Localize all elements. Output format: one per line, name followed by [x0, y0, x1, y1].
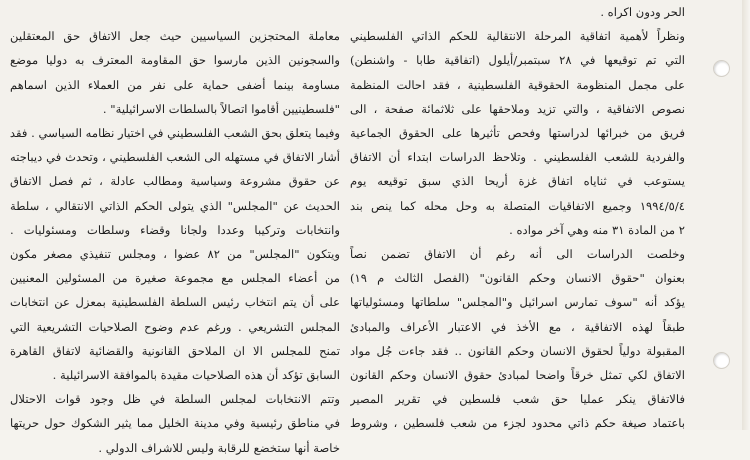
text-line: الحر ودون اكراه .	[600, 5, 685, 19]
text-line: نصوص الاتفاقية ، والتي تزيد وملاحقها على ثلاثمائة صفحة ، الى	[350, 101, 685, 116]
text-line: الاتفاق لكي تمثل خرقاً واضحا لمبادئ حقوق الانسان وحكم القانون	[350, 368, 685, 383]
text-line: يستوعب في ثناياه اتفاق غزة أريحا الذي سبق توقيعه يوم	[350, 174, 685, 189]
text-line: بعنوان "حقوق الانسان وحكم القانون" (الفصل الثالث م ١٩)	[350, 271, 685, 286]
text-line: المقبولة دولياً لحقوق الانسان وحكم القانون .. فقد جاءت جُل مواد	[350, 343, 685, 358]
binder-hole-bottom	[713, 352, 730, 369]
text-line: "فلسطينيين أقاموا اتصالاً بالسلطات الاسرائيلية" .	[102, 101, 340, 116]
text-line: عن حقوق مشروعة وسياسية ومطالب عادلة ، ثم فصل الاتفاق	[10, 174, 340, 189]
text-line: السابق تؤكد أن هذه الصلاحيات مقيدة بالموافقة الاسرائيلية .	[52, 368, 340, 383]
text-line: على مجمل المنظومة الحقوقية الفلسطينية ، فقد احالت المنظمة	[350, 77, 685, 92]
text-line: أشار الاتفاق في مستهله الى الشعب الفلسطيني ، وتحدث في ديباجته	[10, 150, 340, 165]
text-line: خاصة أنها ستخضع للرقابة وليس للاشراف الدولي .	[98, 440, 340, 455]
left-text-column	[10, 0, 340, 460]
text-line: تمنح للمجلس الا ان الملاحق القانونية والقضائية لاتفاق القاهرة	[10, 343, 340, 358]
text-line: والفردية للشعب الفلسطيني . وتلاحظ الدراسات ابتداء أن الاتفاق	[350, 150, 685, 165]
text-line: في مناطق رئيسية وفي مدينة الخليل مما يثير الشكوك حول حريتها	[10, 416, 340, 431]
scan-edge-shadow	[742, 0, 750, 430]
text-line: الحديث عن "المجلس" الذي يتولى الحكم الذاتي الانتقالي ، سلطة	[10, 198, 340, 213]
text-line: مساومة بينما أضفى حماية على نفر من العملاء الذين اسماهم	[10, 77, 340, 92]
text-line: ونظراً لأهمية اتفاقية المرحلة الانتقالية للحكم الذاتي الفلسطيني	[350, 29, 685, 44]
text-line: من أعضاء المجلس مع مجموعة صغيرة من المسئولين المعنيين	[10, 271, 340, 286]
text-line: وخلصت الدراسات الى أنه رغم أن الاتفاق تضمن نصاً	[350, 247, 685, 262]
text-line	[10, 0, 340, 24]
text-line: والسجونين الذين مارسوا حق المقاومة المعترف به دوليا موضع	[10, 53, 340, 68]
text-line: ٢ من المادة ٣١ منه وهي آخر مواده .	[509, 222, 685, 237]
text-line: طبقاً لهذه الاتفاقية ، مع الأخذ في الاعتبار الأعراف والمبادئ	[350, 319, 685, 334]
text-line: ويتكون "المجلس" من ٨٢ عضوا ، ومجلس تنفيذي مصغر مكون	[10, 247, 340, 262]
text-line: وتتم الانتخابات لمجلس السلطة في ظل وجود قوات الاحتلال	[10, 392, 340, 407]
text-line: المجلس التشريعي . ورغم عدم وضوح الصلاحيات التشريعية التي	[10, 319, 340, 334]
text-line: باعتماد صيغة حكم ذاتي محدود لجزء من شعب فلسطين ، وشروط	[350, 416, 685, 431]
text-line: التي تم توقيعها في ٢٨ سبتمبر/أيلول (اتفاقية طابا - واشنطن)	[350, 53, 685, 68]
text-line: على أن يتم انتخاب رئيس السلطة الفلسطينية بمعزل عن انتخابات	[10, 295, 340, 310]
binder-hole-top	[713, 60, 730, 77]
text-line: ١٩٩٤/٥/٤ وجميع الاتفاقيات المتصلة به وحل محله كما ينص بند	[350, 198, 685, 213]
text-line: وفيما يتعلق بحق الشعب الفلسطيني في اختيار نظامه السياسي . فقد	[10, 126, 340, 141]
text-line: فالاتفاق ينكر عمليا حق شعب فلسطين في تقرير المصير	[350, 392, 685, 407]
text-line: فريق من خبرائها لدراستها وفحص تأثيرها على الحقوق الجماعية	[350, 126, 685, 141]
text-line: معاملة المحتجزين السياسيين حيث جعل الاتفاق حق المعتقلين	[10, 29, 340, 44]
text-line: يؤكد أنه "سوف تمارس اسرائيل و"المجلس" سلطاتها ومسئولياتها	[350, 295, 685, 310]
text-line: وانتخابات وتركيبا وعددا ولجانا وقضاء وسلطات ومسئوليات .	[10, 222, 340, 237]
right-text-column	[350, 0, 685, 436]
